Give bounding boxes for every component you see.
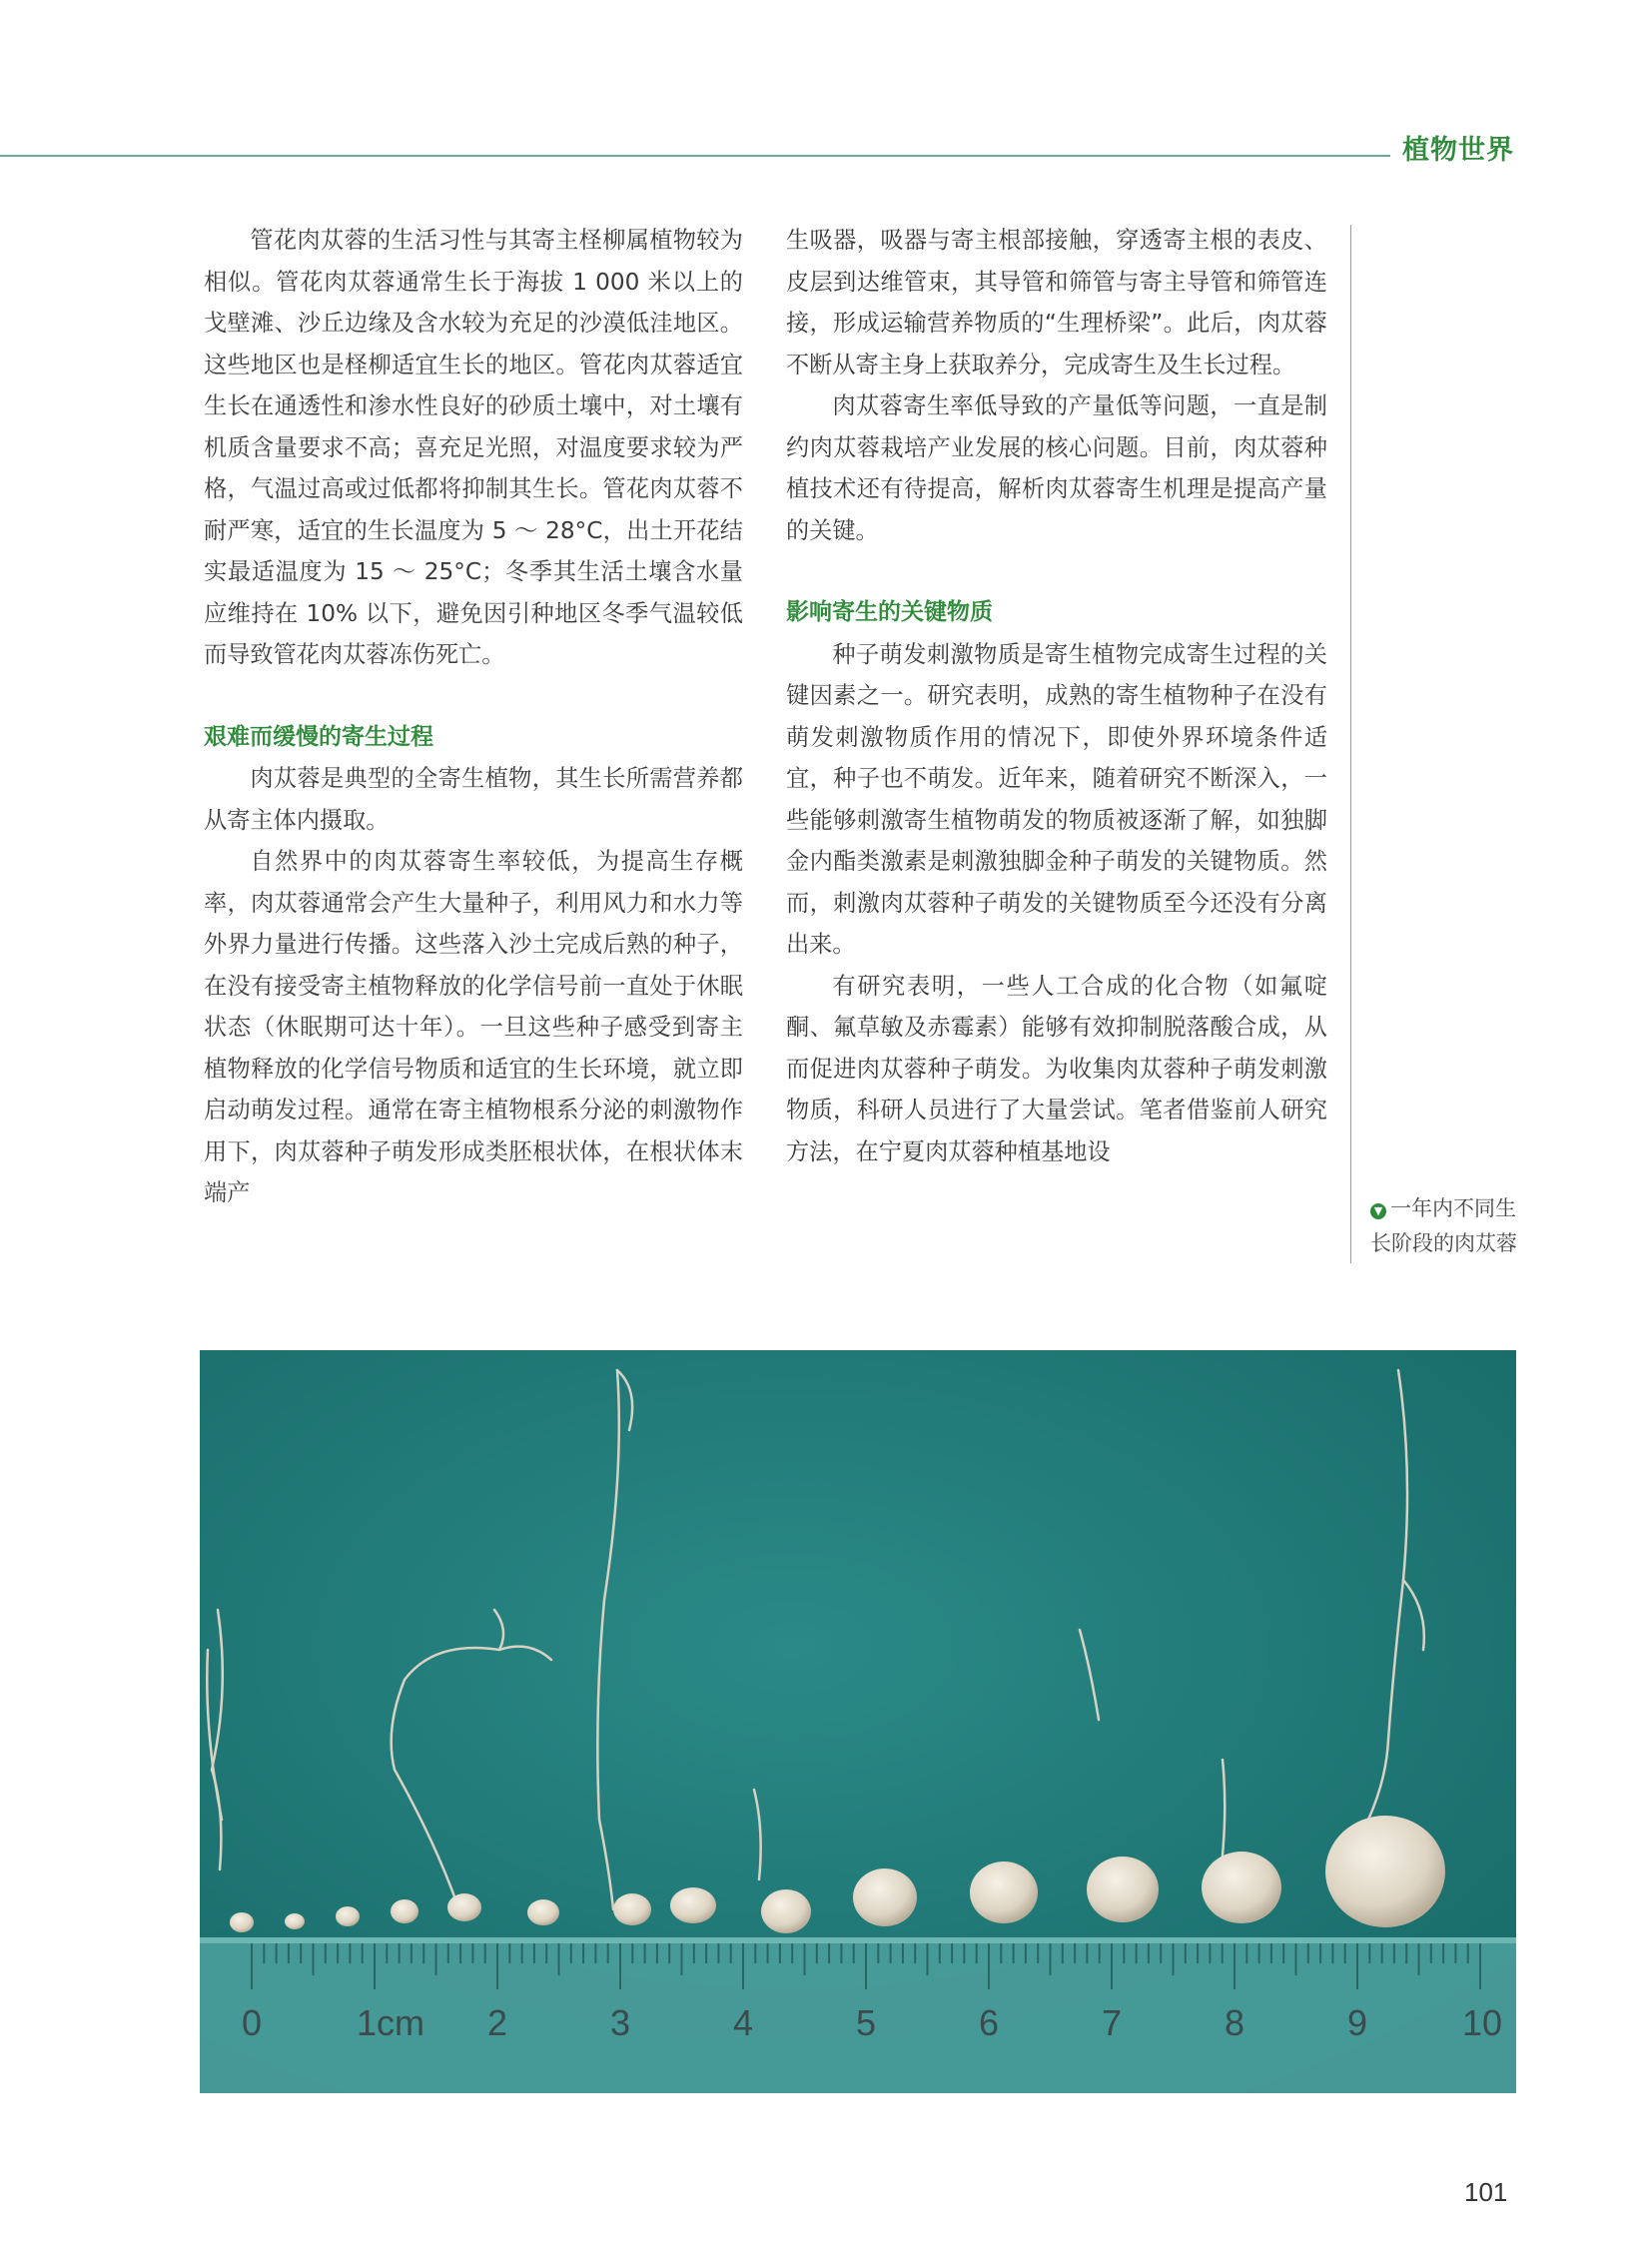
- ruler: [200, 1937, 1516, 2093]
- specimen: [1087, 1857, 1159, 1922]
- column-left: [204, 220, 743, 1214]
- paragraph: 生吸器，吸器与寄主根部接触，穿透寄主根的表皮、皮层到达维管束，其导管和筛管与寄主导管和筛管连接，形成运输营养物质的“生理桥梁”。此后，肉苁蓉不断从寄主身上获取养分，完成寄生及生长过程。: [786, 227, 1327, 378]
- paragraph: 种子萌发刺激物质是寄生植物完成寄生过程的关键因素之一。研究表明，成熟的寄生植物种子在没有萌发刺激物质作用的情况下，即使外界环境条件适宜，种子也不萌发。近年来，随着研究不断深入，一些能够刺激寄生植物萌发的物质被逐渐了解，如独脚金内酯类激素是刺激独脚金种子萌发的关键物质。然而，刺激肉苁蓉种子萌发的关键物质至今还没有分离出来。: [786, 640, 1327, 958]
- ruler-label: 4: [733, 2002, 754, 2043]
- header-rule: [0, 155, 1390, 157]
- paragraph: 肉苁蓉是典型的全寄生植物，其生长所需营养都从寄主体内摄取。: [204, 765, 743, 834]
- caption-arrow-icon: ▼: [1370, 1203, 1386, 1219]
- ruler-label: 7: [1102, 2002, 1123, 2043]
- ruler-label: 6: [979, 2002, 1000, 2043]
- paragraph: 自然界中的肉苁蓉寄生率较低，为提高生存概率，肉苁蓉通常会产生大量种子，利用风力和水力等外界力量进行传播。这些落入沙土完成后熟的种子，在没有接受寄主植物释放的化学信号前一直处于休眠状态（休眠期可达十年）。一旦这些种子感受到寄主植物释放的化学信号物质和适宜的生长环境，就立即启动萌发过程。通常在寄主植物根系分泌的刺激物作用下，肉苁蓉种子萌发形成类胚根状体，在根状体末端产: [204, 848, 743, 1206]
- sidebar-rule: [1350, 225, 1351, 1263]
- ruler-label: 9: [1347, 2002, 1368, 2043]
- paragraph: 有研究表明，一些人工合成的化合物（如氟啶酮、氟草敏及赤霉素）能够有效抑制脱落酸合成，从而促进肉苁蓉种子萌发。为收集肉苁蓉种子萌发刺激物质，科研人员进行了大量尝试。笔者借鉴前人研究方法，在宁夏肉苁蓉种植基地设: [786, 972, 1327, 1165]
- section-name: 植物世界: [1402, 135, 1514, 166]
- caption-text: 一年内不同生长阶段的肉苁蓉: [1370, 1196, 1517, 1255]
- ruler-label: 0: [242, 2002, 263, 2043]
- specimen: [1202, 1852, 1281, 1923]
- specimen: [761, 1889, 811, 1933]
- specimen: [447, 1893, 481, 1921]
- ruler-label: 2: [487, 2002, 508, 2043]
- specimen: [853, 1868, 917, 1926]
- section-heading: 影响寄生的关键物质: [786, 599, 993, 625]
- paragraph: 肉苁蓉寄生率低导致的产量低等问题，一直是制约肉苁蓉栽培产业发展的核心问题。目前，肉苁蓉种植技术还有待提高，解析肉苁蓉寄生机理是提高产量的关键。: [786, 392, 1327, 544]
- ruler-label: 10: [1462, 2002, 1503, 2043]
- ruler-label: 1cm: [357, 2002, 425, 2043]
- specimen: [613, 1893, 651, 1925]
- photo-caption: [1370, 1191, 1530, 1261]
- paragraph: 管花肉苁蓉的生活习性与其寄主柽柳属植物较为相似。管花肉苁蓉通常生长于海拔 1 000 米以上的戈壁滩、沙丘边缘及含水较为充足的沙漠低洼地区。这些地区也是柽柳适宜生长的地区。管花肉苁蓉适宜生长在通透性和渗水性良好的砂质土壤中，对土壤有机质含量要求不高；喜充足光照，对温度要求较为严格，气温过高或过低都将抑制其生长。管花肉苁蓉不耐严寒，适宜的生长温度为 5 ～ 28°C，出土开花结实最适温度为 15 ～ 25°C；冬季其生活土壤含水量应维持在 10% 以下，避免因引种地区冬季气温较低而导致管花肉苁蓉冻伤死亡。: [204, 227, 743, 668]
- ruler-label: 5: [856, 2002, 877, 2043]
- specimen: [670, 1887, 716, 1923]
- specimen-photo: [200, 1350, 1516, 2093]
- specimen: [230, 1912, 254, 1932]
- ruler-label: 8: [1225, 2002, 1245, 2043]
- section-heading: 艰难而缓慢的寄生过程: [204, 723, 433, 750]
- specimen: [1325, 1816, 1445, 1927]
- ruler-label: 3: [610, 2002, 631, 2043]
- specimen: [336, 1906, 360, 1926]
- specimen: [285, 1913, 305, 1929]
- specimen: [391, 1899, 418, 1923]
- column-right: [786, 220, 1327, 1172]
- page-number: 101: [1464, 2177, 1508, 2207]
- specimen: [527, 1899, 559, 1925]
- specimen: [970, 1862, 1038, 1923]
